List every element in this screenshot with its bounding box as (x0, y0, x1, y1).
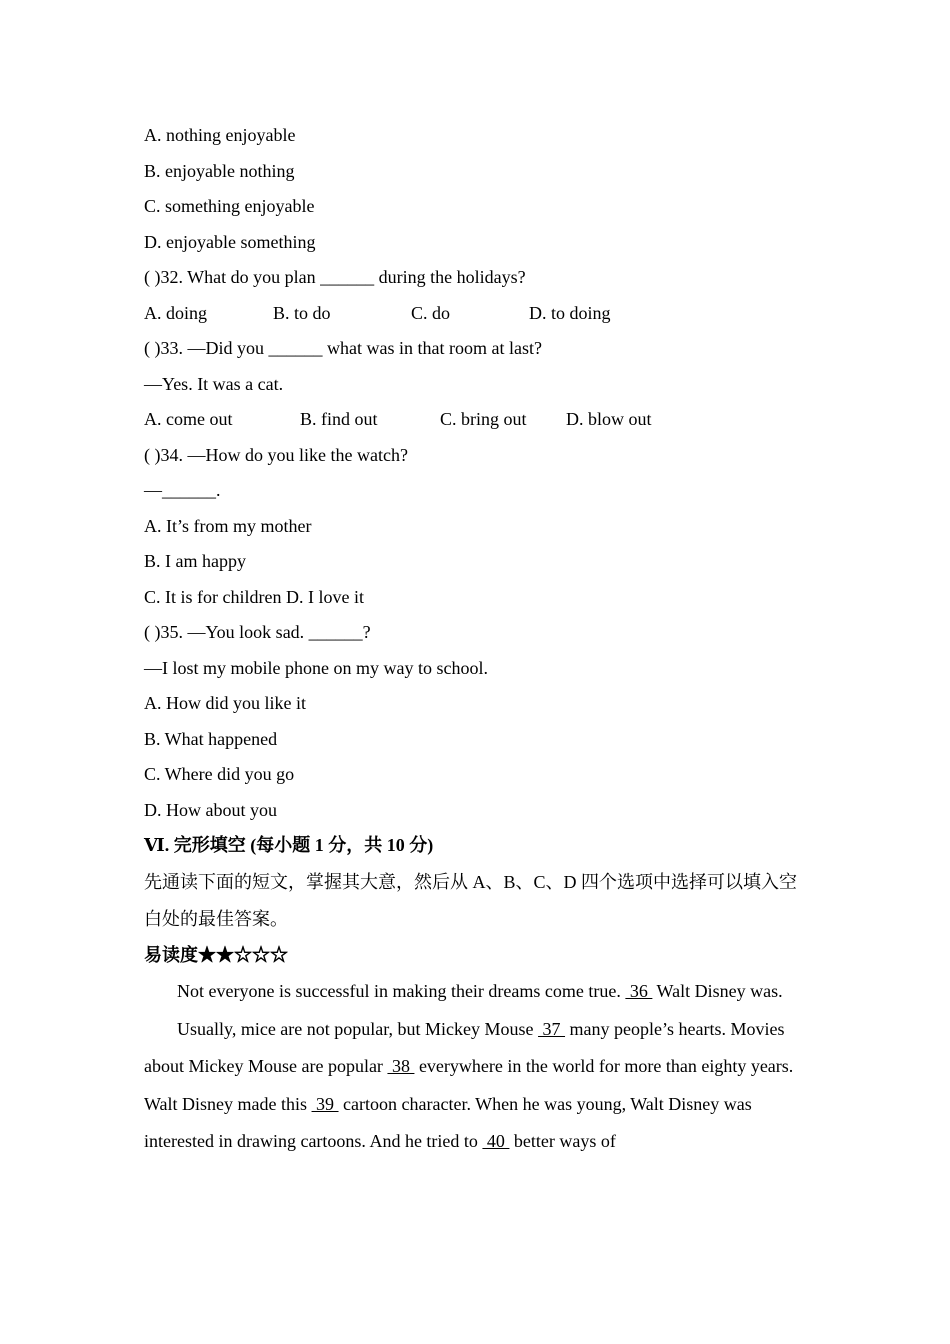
blank-38: 38 (387, 1056, 415, 1076)
passage-text: Usually, mice are not popular, but Mickey Mouse (177, 1018, 539, 1039)
q33-option-c: C. bring out (440, 409, 527, 429)
section-instruction: 先通读下面的短文，掌握其大意，然后从 A、B、C、D 四个选项中选择可以填入空白处的最佳答案。 (144, 871, 798, 929)
blank-36: 36 (625, 981, 653, 1001)
q35-stem: ( )35. —You look sad. ______? (144, 622, 371, 642)
q31-option-b: B. enjoyable nothing (144, 160, 295, 181)
blank-39: 39 (311, 1093, 339, 1114)
q31-option-c: C. something enjoyable (144, 196, 315, 216)
q31-option-a: A. nothing enjoyable (144, 125, 296, 145)
difficulty-rating: 易读度★★☆☆☆ (144, 944, 288, 965)
q33-options (144, 402, 814, 438)
q32-option-b: B. to do (273, 302, 331, 323)
q32-option-a: A. doing (144, 302, 207, 323)
q34-reply: —______. (144, 480, 221, 500)
passage-text: better ways of (509, 1131, 616, 1151)
passage-text: cartoon character. When he was young, Walt Disney was interested in drawing cartoons. And he tried to (144, 1093, 752, 1151)
blank-40: 40 (482, 1131, 510, 1151)
q34-option-a: A. It’s from my mother (144, 515, 312, 536)
q33-option-b: B. find out (300, 409, 378, 429)
q34-stem: ( )34. —How do you like the watch? (144, 444, 408, 465)
passage-paragraph-2 (144, 1011, 814, 1161)
q34-option-b: B. I am happy (144, 551, 246, 571)
blank-37: 37 (538, 1018, 566, 1039)
q35-reply: —I lost my mobile phone on my way to school. (144, 657, 488, 678)
q33-option-d: D. blow out (566, 409, 652, 429)
passage-text: Walt Disney was. (652, 981, 783, 1001)
q31-option-d: D. enjoyable something (144, 231, 316, 252)
passage-text: many people’s hearts. Movies about Mickey Mouse are popular (144, 1018, 785, 1076)
q33-reply: —Yes. It was a cat. (144, 373, 284, 394)
section-heading: Ⅵ. 完形填空 (每小题 1 分，共 10 分) (144, 835, 434, 855)
q32-options (144, 296, 814, 332)
q33-stem: ( )33. —Did you ______ what was in that room at last? (144, 338, 542, 358)
q32-option-d: D. to doing (529, 302, 611, 323)
passage-text: Not everyone is successful in making their dreams come true. (177, 981, 626, 1001)
q32-option-c: C. do (411, 302, 451, 323)
passage-text: everywhere in the world for more than eighty years. Walt Disney made this (144, 1056, 794, 1114)
q33-option-a: A. come out (144, 409, 233, 429)
q35-option-b: B. What happened (144, 728, 278, 749)
q35-option-c: C. Where did you go (144, 764, 295, 784)
q34-option-cd: C. It is for children D. I love it (144, 586, 364, 607)
q35-option-d: D. How about you (144, 799, 277, 820)
q32-stem: ( )32. What do you plan ______ during the holidays? (144, 267, 526, 287)
q35-option-a: A. How did you like it (144, 693, 306, 713)
passage-paragraph-1 (144, 973, 814, 1011)
document-page (144, 118, 814, 1161)
